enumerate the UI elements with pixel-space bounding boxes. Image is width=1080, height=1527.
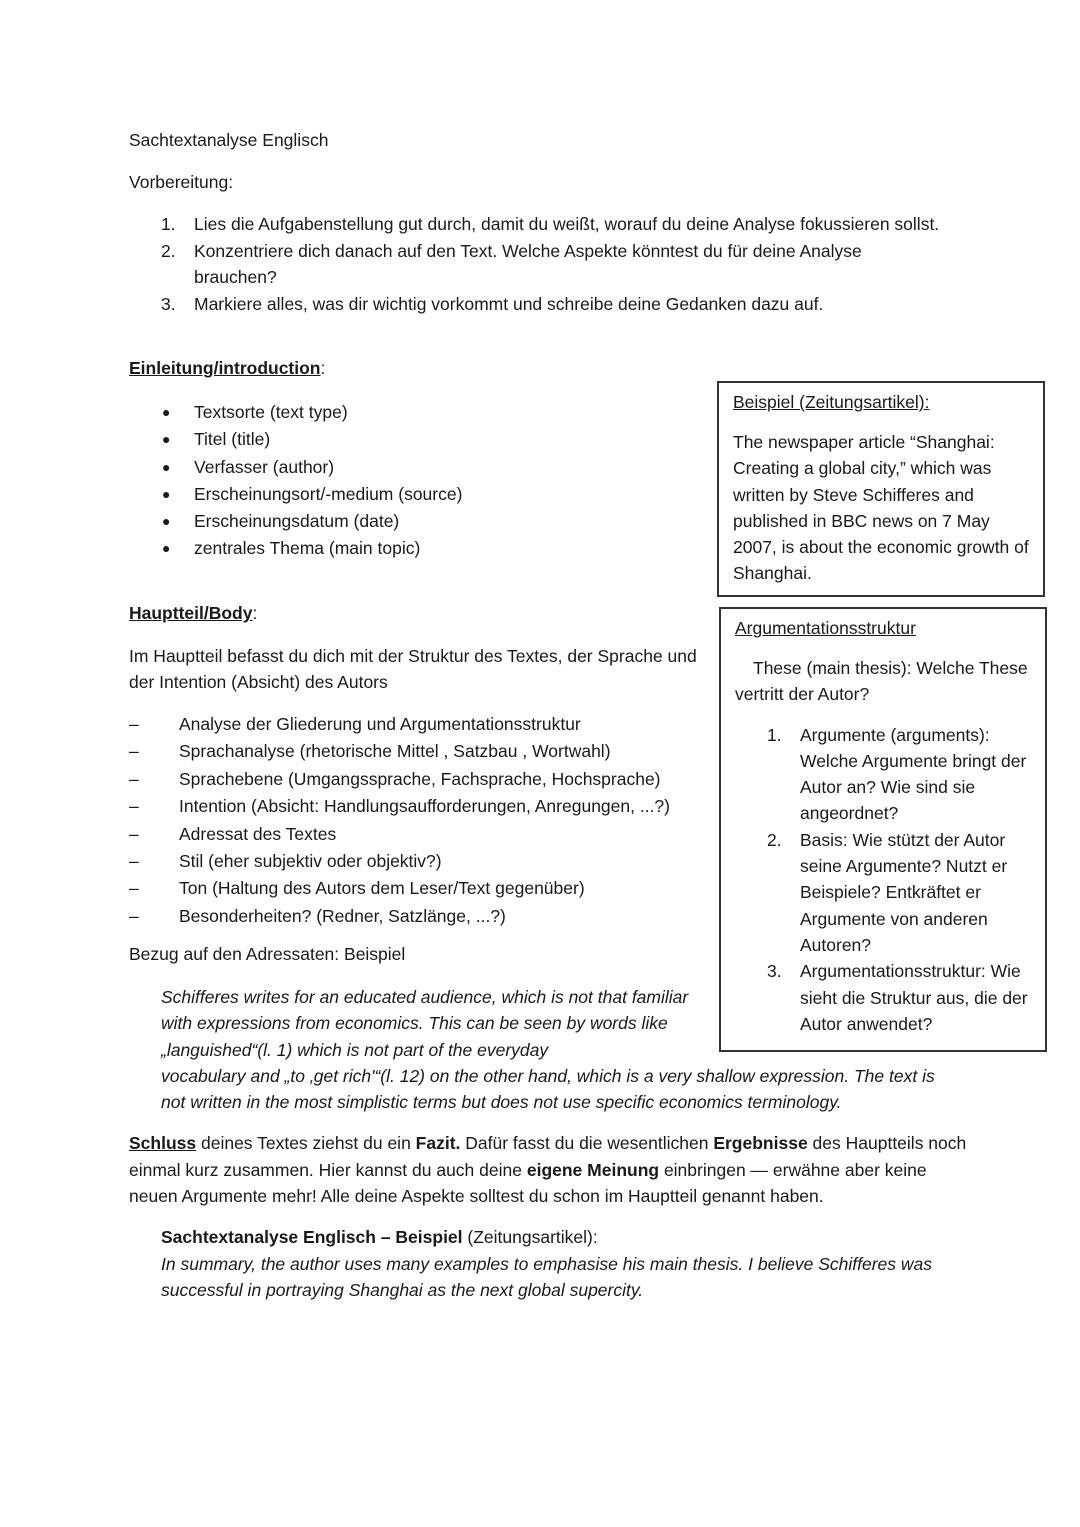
list-item: 3. Argumentationsstruktur: Wie sieht die Struktur aus, die der Autor anwendet?	[767, 961, 1028, 1034]
main-part-list	[129, 711, 670, 930]
list-item: – Adressat des Textes	[129, 823, 337, 844]
example-box-text: The newspaper article “Shanghai: Creating a global city,” which was written by Steve Schifferes and published in BBC news on 7 May 2007, is about the economic growth of Shanghai.	[733, 432, 1029, 584]
preparation-heading: Vorbereitung:	[129, 172, 234, 192]
introduction-heading: Einleitung/introduction:	[129, 358, 326, 378]
addressee-heading: Bezug auf den Adressaten: Beispiel	[129, 944, 406, 964]
introduction-list	[162, 399, 462, 563]
list-item: – Sprachebene (Umgangssprache, Fachsprache, Hochsprache)	[129, 768, 661, 789]
list-item: 2. Konzentriere dich danach auf den Text. Welche Aspekte könntest du für deine Analyse brauchen?	[161, 240, 862, 287]
document-title: Sachtextanalyse Englisch	[129, 130, 329, 150]
argument-box-title: Argumentationsstruktur	[735, 618, 916, 638]
list-item: ● Titel (title)	[162, 426, 462, 453]
conclusion-example-text: In summary, the author uses many examples to emphasise his main thesis. I believe Schifferes was successful in portraying Shanghai as the next global supercity.	[161, 1253, 932, 1300]
list-item: ● Erscheinungsdatum (date)	[162, 508, 462, 535]
main-part-heading: Hauptteil/Body:	[129, 603, 258, 623]
bullet-icon: ●	[162, 513, 171, 530]
main-part-intro: Im Hauptteil befasst du dich mit der Struktur des Textes, der Sprache und der Intention (Absicht) des Autors	[129, 646, 697, 693]
introduction-example-box	[717, 381, 1045, 597]
list-item: ● Textsorte (text type)	[162, 399, 462, 426]
bullet-icon: ●	[162, 404, 171, 420]
argument-box-thesis: These (main thesis): Welche These vertritt der Autor?	[735, 658, 1028, 705]
preparation-steps	[161, 211, 941, 317]
bullet-icon: ●	[162, 458, 171, 475]
conclusion-example	[161, 1224, 961, 1304]
list-item: – Sprachanalyse (rhetorische Mittel , Satzbau , Wortwahl)	[129, 741, 611, 762]
list-item: – Stil (eher subjektiv oder objektiv?)	[129, 851, 442, 872]
list-item: – Besonderheiten? (Redner, Satzlänge, ...?)	[129, 905, 506, 926]
addressee-example: Schifferes writes for an educated audience, which is not that familiar with expressions from economics. This can be seen by words like „languished“(l. 1) which is not part of the everyday vocabulary and „to ‚get rich'“(l. 12) on the other hand, which is a very shallow expression. The text is not written in the most simplistic terms but does not use specific economics terminology.	[161, 987, 935, 1113]
list-item: – Analyse der Gliederung und Argumentationsstruktur	[129, 714, 581, 734]
bullet-icon: ●	[162, 485, 171, 502]
list-item: – Intention (Absicht: Handlungsaufforderungen, Anregungen, ...?)	[129, 796, 670, 817]
list-item: ● Erscheinungsort/-medium (source)	[162, 481, 462, 508]
bullet-icon: ●	[162, 540, 171, 557]
list-item: 2. Basis: Wie stützt der Autor seine Argumente? Nutzt er Beispiele? Entkräftet er Argumente von anderen Autoren?	[767, 829, 1008, 955]
list-item: – Ton (Haltung des Autors dem Leser/Text gegenüber)	[129, 878, 585, 899]
list-item: 1. Lies die Aufgabenstellung gut durch, damit du weißt, worauf du deine Analyse fokussieren sollst.	[161, 214, 940, 234]
bullet-icon: ●	[162, 431, 171, 448]
list-item: 3. Markiere alles, was dir wichtig vorkommt und schreibe deine Gedanken dazu auf.	[161, 293, 824, 314]
conclusion-paragraph: Schluss deines Textes ziehst du ein Fazit. Dafür fasst du die wesentlichen Ergebnisse des Hauptteils noch einmal kurz zusammen. Hier kannst du auch deine eigene Meinung einbringen — erwähne aber keine neuen Argumente mehr! Alle deine Aspekte solltest du schon im Hauptteil genannt haben.	[129, 1133, 967, 1206]
list-item: ● zentrales Thema (main topic)	[162, 535, 462, 562]
example-box-title: Beispiel (Zeitungsartikel):	[733, 392, 930, 412]
list-item: 1. Argumente (arguments): Welche Argumente bringt der Autor an? Wie sind sie angeordnet?	[767, 724, 1027, 824]
conclusion-example-heading: Sachtextanalyse Englisch – Beispiel (Zeitungsartikel):	[161, 1227, 598, 1247]
list-item: ● Verfasser (author)	[162, 454, 462, 481]
